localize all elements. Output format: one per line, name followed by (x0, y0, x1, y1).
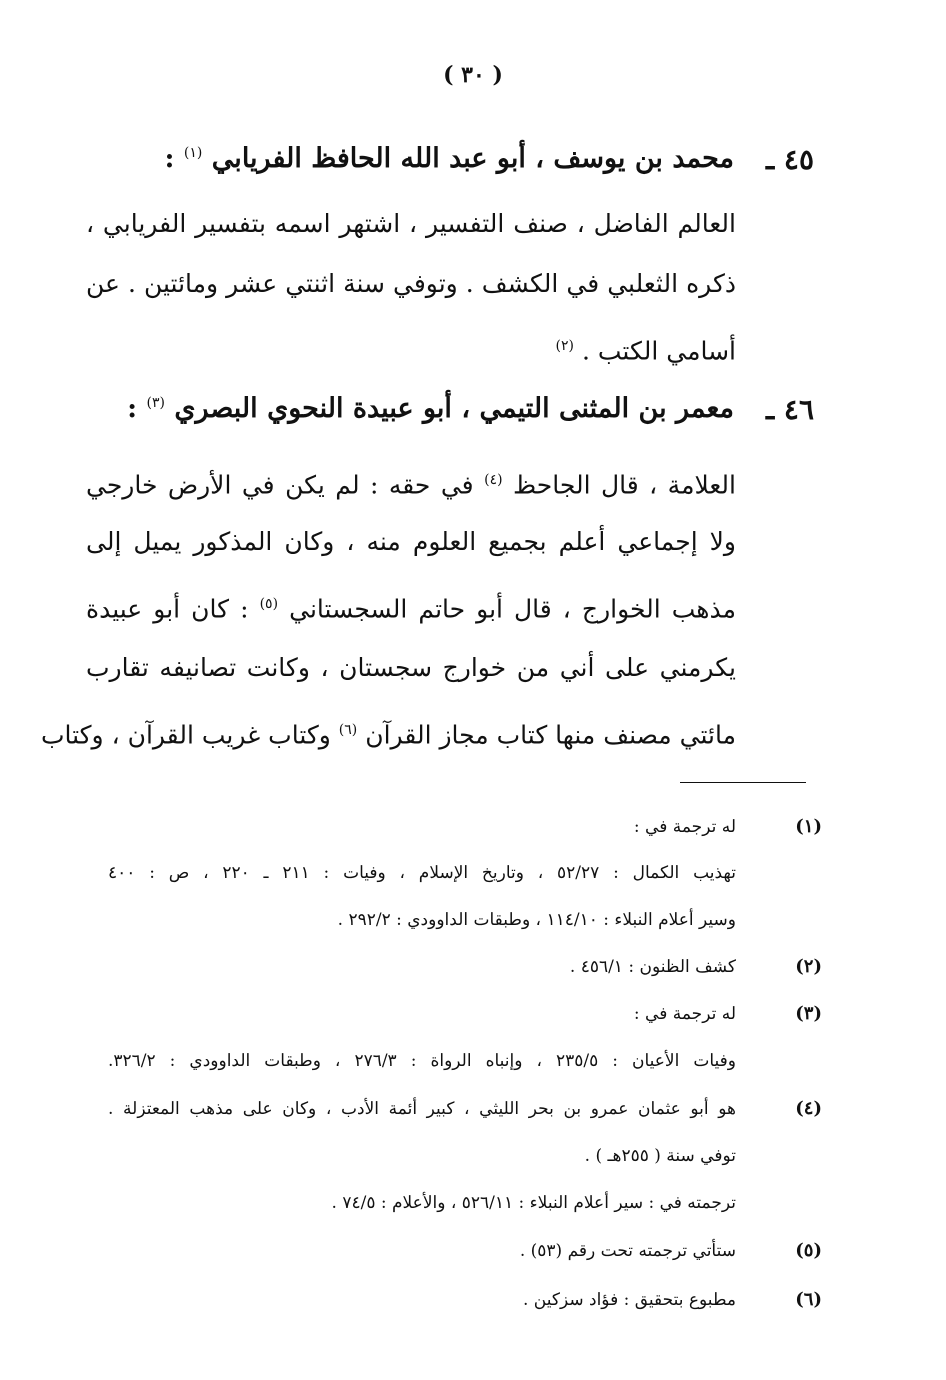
footnote-1-number: (١) (795, 816, 822, 837)
footnote-4-line-2: توفي سنة ( ٢٥٥هـ ) . (584, 1146, 736, 1166)
entry-46-line-2: ولا إجماعي أعلم بجميع العلوم منه ، وكان المذكور يميل إلى (86, 527, 736, 556)
entry-45-line-1: العالم الفاضل ، صنف التفسير ، اشتهر اسمه بتفسير الفريابي ، (86, 209, 736, 238)
entry-46-title: معمر بن المثنى التيمي ، أبو عبيدة النحوي البصري (174, 393, 734, 424)
entry-46-majaz-ref[interactable]: (٦) (338, 722, 358, 738)
entry-45-number: ٤٥ ـ (765, 143, 814, 176)
footnote-3-line-1: له ترجمة في : (633, 1004, 736, 1024)
footnote-2-number: (٢) (795, 956, 822, 977)
footnote-4-line-3: ترجمته في : سير أعلام النبلاء : ٥٢٦/١١ ، والأعلام : ٧٤/٥ . (331, 1193, 736, 1213)
footnote-6-line-1: مطبوع بتحقيق : فؤاد سزكين . (523, 1290, 736, 1310)
entry-46-title-wrap (127, 393, 734, 424)
entry-45-title: محمد بن يوسف ، أبو عبد الله الحافظ الفريابي (211, 143, 734, 174)
entry-45-source-ref[interactable]: (٢) (555, 338, 574, 354)
footnote-3-number: (٣) (795, 1003, 822, 1024)
entry-46-line-1-a: العلامة ، قال الجاحظ (513, 470, 736, 500)
entry-45-line-3 (86, 328, 736, 369)
entry-45-line-3-text: أسامي الكتب . (581, 336, 736, 366)
entry-46-line-5-b: وكتاب غريب القرآن ، وكتاب (40, 720, 331, 750)
entry-45-title-wrap (165, 143, 734, 174)
footnote-2-line-1: كشف الظنون : ٤٥٦/١ . (569, 957, 736, 977)
footnote-6-number: (٦) (795, 1289, 822, 1310)
footnote-3-line-2: وفيات الأعيان : ٢٣٥/٥ ، وإنباه الرواة : ٢٧٦/٣ ، وطبقات الداوودي : ٣٢٦/٢. (108, 1051, 736, 1071)
entry-46-line-1 (86, 462, 736, 503)
entry-46-jahiz-ref[interactable]: (٤) (484, 472, 503, 488)
entry-46-line-3 (86, 586, 736, 627)
entry-46-number: ٤٦ ـ (765, 393, 814, 426)
entry-46-heading (127, 393, 814, 441)
entry-46-line-4: يكرمني على أني من خوارج سجستان ، وكانت تصانيفه تقارب (86, 653, 736, 682)
entry-46-line-5 (40, 712, 736, 753)
entry-45-footnote-ref[interactable]: (١) (183, 145, 203, 161)
page-number: ( ٣٠ ) (443, 62, 503, 88)
footnote-5-number: (٥) (795, 1240, 822, 1261)
entry-45-heading (134, 143, 814, 191)
entry-45-line-2: ذكره الثعلبي في الكشف . وتوفي سنة اثنتي عشر ومائتين . عن (86, 269, 736, 298)
entry-46-line-3-b: : كان أبو عبيدة (86, 594, 249, 624)
footnote-4-number: (٤) (795, 1098, 822, 1119)
footnote-separator (680, 782, 806, 783)
footnote-1-line-1: له ترجمة في : (633, 817, 736, 837)
entry-46-line-1-b: في حقه : لم يكن في الأرض خارجي (86, 470, 474, 500)
footnote-4-line-1: هو أبو عثمان عمرو بن بحر الليثي ، كبير أئمة الأدب ، وكان على مذهب المعتزلة . (108, 1099, 736, 1119)
entry-46-colon: : (127, 393, 138, 424)
footnote-5-line-1: ستأتي ترجمته تحت رقم (٥٣) . (519, 1241, 736, 1261)
entry-46-line-3-a: مذهب الخوارج ، قال أبو حاتم السجستاني (289, 594, 737, 624)
entry-46-sijistani-ref[interactable]: (٥) (259, 596, 279, 612)
footnote-1-line-3: وسير أعلام النبلاء : ١١٤/١٠ ، وطبقات الداوودي : ٢٩٢/٢ . (337, 910, 736, 930)
footnote-1-line-2: تهذيب الكمال : ٥٢/٢٧ ، وتاريخ الإسلام ، وفيات : ٢١١ ـ ٢٢٠ ، ص : ٤٠٠ (108, 863, 736, 883)
entry-45-colon: : (164, 143, 175, 174)
entry-46-footnote-ref[interactable]: (٣) (146, 395, 165, 411)
entry-46-line-5-a: مائتي مصنف منها كتاب مجاز القرآن (365, 720, 736, 750)
